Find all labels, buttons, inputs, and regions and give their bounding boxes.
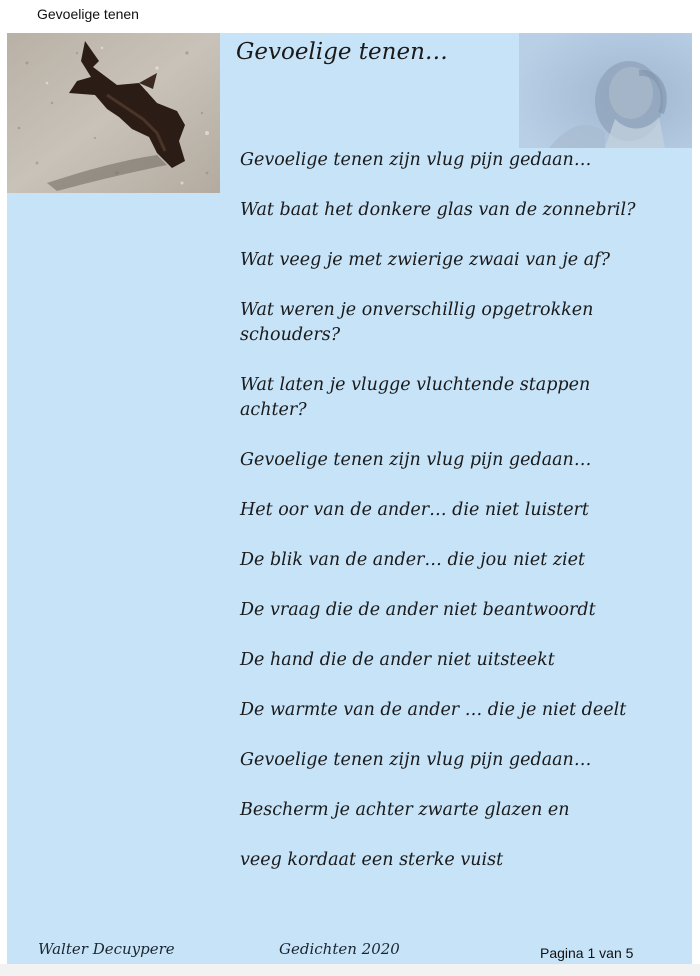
- poem-line: veeg kordaat een sterke vuist: [240, 850, 504, 870]
- portrait-photo: [519, 33, 692, 148]
- document-title: Gevoelige tenen: [37, 6, 139, 22]
- footer-collection: Gedichten 2020: [279, 940, 400, 958]
- poem-line: Wat baat het donkere glas van de zonnebril?: [240, 200, 636, 220]
- document-page: [7, 33, 692, 964]
- poem-line: Gevoelige tenen zijn vlug pijn gedaan…: [240, 450, 592, 470]
- driftwood-photo: [7, 33, 220, 193]
- poem-line: De blik van de ander… die jou niet ziet: [240, 550, 586, 570]
- poem-line: De vraag die de ander niet beantwoordt: [240, 600, 596, 620]
- poem-title: Gevoelige tenen…: [236, 39, 448, 65]
- page-bottom-edge: [0, 964, 700, 976]
- poem-line: Wat laten je vlugge vluchtende stappen achter?: [240, 375, 591, 420]
- poem-line: Bescherm je achter zwarte glazen en: [240, 800, 570, 820]
- poem-line: De hand die de ander niet uitsteekt: [240, 650, 555, 670]
- poem-line: De warmte van de ander … die je niet deelt: [240, 700, 627, 720]
- footer-author: Walter Decuypere: [38, 940, 175, 958]
- poem-line: Wat weren je onverschillig opgetrokken schouders?: [240, 300, 594, 345]
- poem-line: Het oor van de ander… die niet luistert: [240, 500, 589, 520]
- poem-line: Gevoelige tenen zijn vlug pijn gedaan…: [240, 750, 592, 770]
- poem-body: [240, 148, 660, 898]
- page-number: Pagina 1 van 5: [540, 945, 634, 961]
- poem-line: Gevoelige tenen zijn vlug pijn gedaan…: [240, 150, 592, 170]
- poem-line: Wat veeg je met zwierige zwaai van je af?: [240, 250, 611, 270]
